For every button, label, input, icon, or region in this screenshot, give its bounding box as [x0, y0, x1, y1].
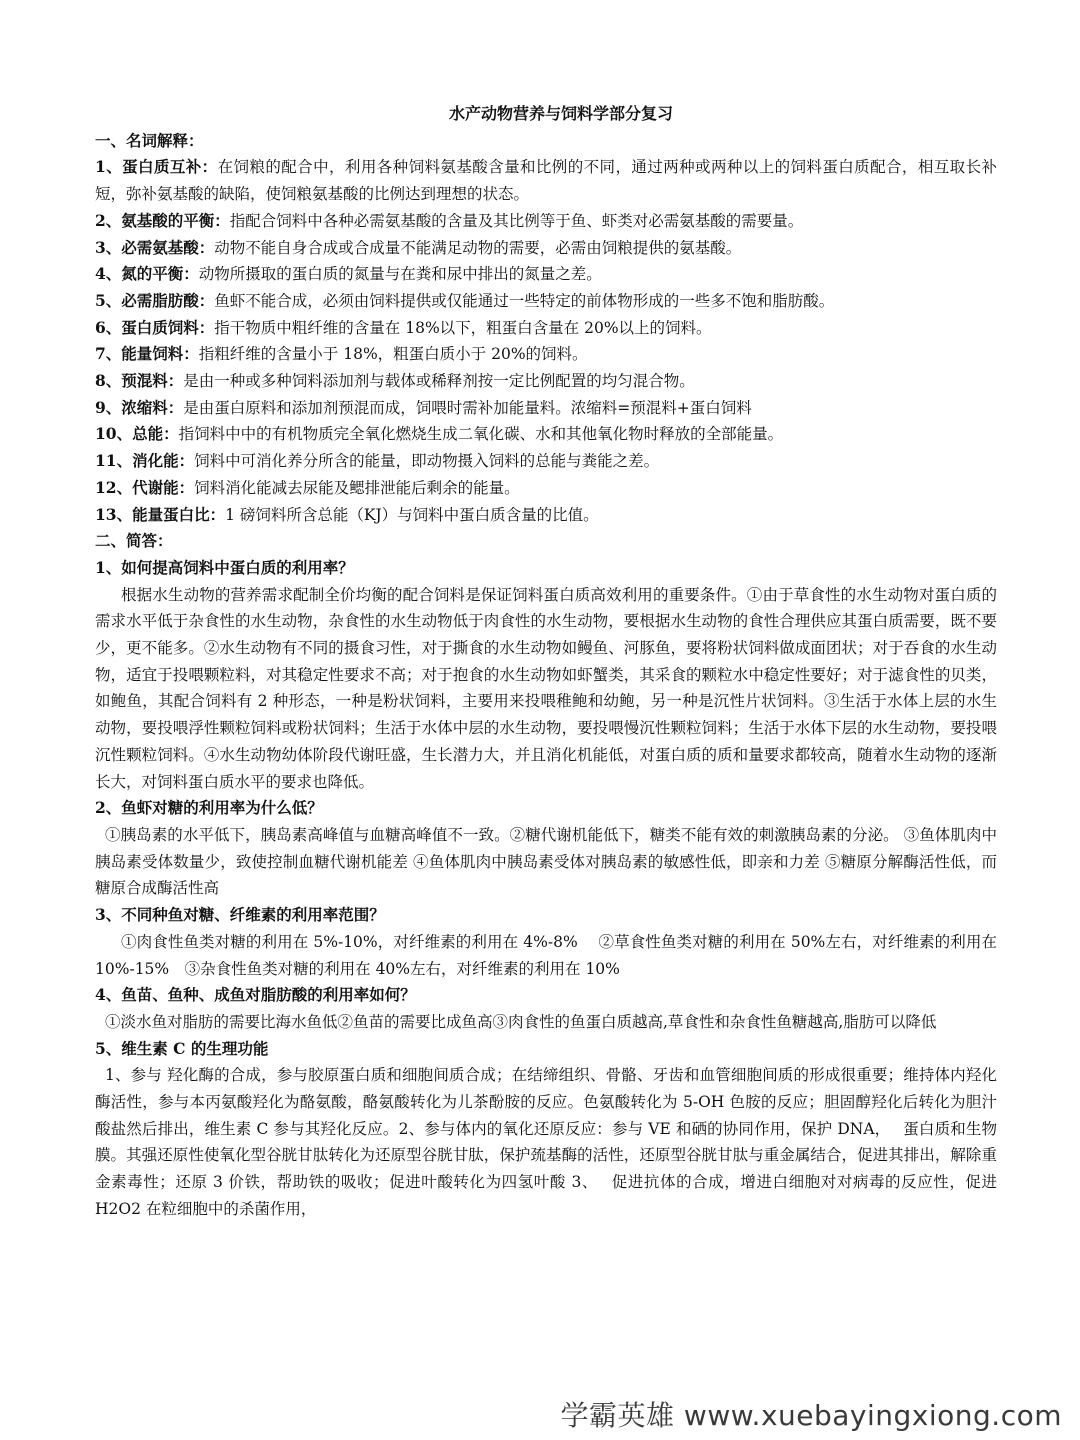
document-body	[95, 101, 997, 1223]
term-text: 动物不能自身合成或合成量不能满足动物的需要，必需由饲粮提供的氨基酸。	[214, 238, 742, 257]
page-title: 水产动物营养与饲料学部分复习	[448, 104, 673, 123]
term-item	[95, 341, 997, 368]
term-item	[95, 475, 997, 502]
term-item	[95, 315, 997, 342]
term-text: 在饲粮的配合中，利用各种饲料氨基酸含量和比例的不同，通过两种或两种以上的饲料蛋白质配合，相互取长补短，弥补氨基酸的缺陷，使饲粮氨基酸的比例达到理想的状态。	[95, 158, 997, 204]
term-text: 指粗纤维的含量小于 18%，粗蛋白质小于 20%的饲料。	[198, 345, 588, 364]
term-text: 1 磅饲料所含总能（KJ）与饲料中蛋白质含量的比值。	[225, 505, 599, 524]
term-text: 指干物质中粗纤维的含量在 18%以下，粗蛋白含量在 20%以上的饲料。	[214, 318, 712, 337]
question-title: 2、鱼虾对糖的利用率为什么低？	[95, 798, 323, 818]
term-item	[95, 448, 997, 475]
question-title: 3、不同种鱼对糖、纤维素的利用率范围？	[95, 905, 385, 925]
term-label: 8、预混料：	[95, 371, 184, 391]
question-answer: 1、参与 羟化酶的合成，参与胶原蛋白质和细胞间质合成；在结缔组织、骨骼、牙齿和血管细胞间质的形成很重要；维持体内羟化酶活性，参与本丙氨酸羟化为酪氨酸，酪氨酸转化为儿茶酚胺的反应。色氨酸转化为 5-OH 色胺的反应；胆固醇羟化后转化为胆汁酸盐然后排出，维生素 C 参与其羟化反应。2、参与体内的氧化还原反应：参与 VE 和硒的协同作用，保护 DNA， 蛋白质和生物膜。其强还原性使氧化型谷胱甘肽转化为还原型谷胱甘肽，保护巯基酶的活性，还原型谷胱甘肽与重金属结合，促进其排出，解除重金素毒性；还原 3 价铁，帮助铁的吸收；促进叶酸转化为四氢叶酸 3、 促进抗体的合成，增进白细胞对对病毒的反应性，促进 H2O2 在粒细胞中的杀菌作用，	[95, 1066, 997, 1218]
term-item	[95, 154, 997, 207]
term-label: 12、代谢能：	[95, 477, 195, 497]
term-text: 鱼虾不能合成，必须由饲料提供或仅能通过一些特定的前体物形成的一些多不饱和脂肪酸。	[214, 291, 835, 310]
questions-list	[95, 555, 997, 1223]
term-label: 9、浓缩料：	[95, 397, 184, 417]
term-label: 7、能量饲料：	[95, 344, 199, 364]
section-heading-terms: 一、名词解释：	[95, 130, 204, 150]
term-text: 是由蛋白原料和添加剂预混而成，饲喂时需补加能量料。浓缩料=预混料+蛋白饲料	[183, 398, 752, 417]
term-text: 动物所摄取的蛋白质的氮量与在粪和尿中排出的氮量之差。	[198, 265, 602, 284]
term-label: 10、总能：	[95, 424, 179, 444]
term-item	[95, 208, 997, 235]
question-answer: ①肉食性鱼类对糖的利用在 5%-10%，对纤维素的利用在 4%-8% ②草食性鱼类对糖的利用在 50%左右，对纤维素的利用在 10%-15% ③杂食性鱼类对糖的利用在 40%左右，对纤维素的利用在 10%	[95, 932, 997, 978]
term-text: 饲料中可消化养分所含的能量，即动物摄入饲料的总能与粪能之差。	[194, 452, 660, 471]
term-item	[95, 368, 997, 395]
term-text: 是由一种或多种饲料添加剂与载体或稀释剂按一定比例配置的均匀混合物。	[183, 372, 695, 391]
term-label: 2、氨基酸的平衡：	[95, 210, 230, 230]
term-label: 3、必需氨基酸：	[95, 237, 215, 257]
term-label: 1、蛋白质互补：	[95, 157, 218, 177]
term-item	[95, 395, 997, 422]
term-text: 指饲料中中的有机物质完全氧化燃烧生成二氧化碳、水和其他氧化物时释放的全部能量。	[178, 425, 784, 444]
term-item	[95, 288, 997, 315]
term-text: 指配合饲料中各种必需氨基酸的含量及其比例等于鱼、虾类对必需氨基酸的需要量。	[229, 211, 804, 230]
term-label: 13、能量蛋白比：	[95, 504, 226, 524]
question-title: 1、如何提高饲料中蛋白质的利用率？	[95, 557, 354, 577]
term-item	[95, 421, 997, 448]
term-label: 4、氮的平衡：	[95, 264, 199, 284]
question-answer: ①淡水鱼对脂肪的需要比海水鱼低②鱼苗的需要比成鱼高③肉食性的鱼蛋白质越高,草食性和杂食性鱼糖越高,脂肪可以降低	[105, 1012, 937, 1031]
term-item	[95, 502, 997, 529]
term-label: 11、消化能：	[95, 451, 195, 471]
term-item	[95, 261, 997, 288]
question-title: 5、维生素 C 的生理功能	[95, 1038, 269, 1058]
term-label: 6、蛋白质饲料：	[95, 317, 215, 337]
term-item	[95, 235, 997, 262]
term-label: 5、必需脂肪酸：	[95, 290, 215, 310]
question-answer: 根据水生动物的营养需求配制全价均衡的配合饲料是保证饲料蛋白质高效利用的重要条件。①由于草食性的水生动物对蛋白质的需求水平低于杂食性的水生动物，杂食性的水生动物低于肉食性的水生动物，要根据水生动物的食性合理供应其蛋白质需要，既不要少，更不能多。②水生动物有不同的摄食习性，对于撕食的水生动物如鳗鱼、河豚鱼，要将粉状饲料做成面团状；对于吞食的水生动物，适宜于投喂颗粒料，对其稳定性要求不高；对于抱食的水生动物如虾蟹类，其采食的颗粒水中稳定性要好；对于滤食性的贝类，如鲍鱼，其配合饲料有 2 种形态，一种是粉状饲料，主要用来投喂稚鲍和幼鲍，另一种是沉性片状饲料。③生活于水体上层的水生动物，要投喂浮性颗粒饲料或粉状饲料；生活于水体中层的水生动物，要投喂慢沉性颗粒饲料；生活于水体下层的水生动物，要投喂沉性颗粒饲料。④水生动物幼体阶段代谢旺盛，生长潜力大，并且消化机能低，对蛋白质的质和量要求都较高，随着水生动物的逐渐长大，对饲料蛋白质水平的要求也降低。	[95, 585, 997, 791]
question-title: 4、鱼苗、鱼种、成鱼对脂肪酸的利用率如何？	[95, 985, 416, 1005]
watermark-text: 学霸英雄 www.xuebayingxiong.com	[560, 1399, 1062, 1433]
question-answer: ①胰岛素的水平低下，胰岛素高峰值与血糖高峰值不一致。②糖代谢机能低下，糖类不能有效的刺激胰岛素的分泌。 ③鱼体肌肉中胰岛素受体数量少，致使控制血糖代谢机能差 ④鱼体肌肉中胰岛素受体对胰岛素的敏感性低，即亲和力差 ⑤糖原分解酶活性低，而糖原合成酶活性高	[95, 825, 997, 898]
section-heading-questions: 二、简答：	[95, 531, 173, 551]
term-text: 饲料消化能减去尿能及鳃排泄能后剩余的能量。	[194, 478, 520, 497]
terms-list	[95, 154, 997, 528]
